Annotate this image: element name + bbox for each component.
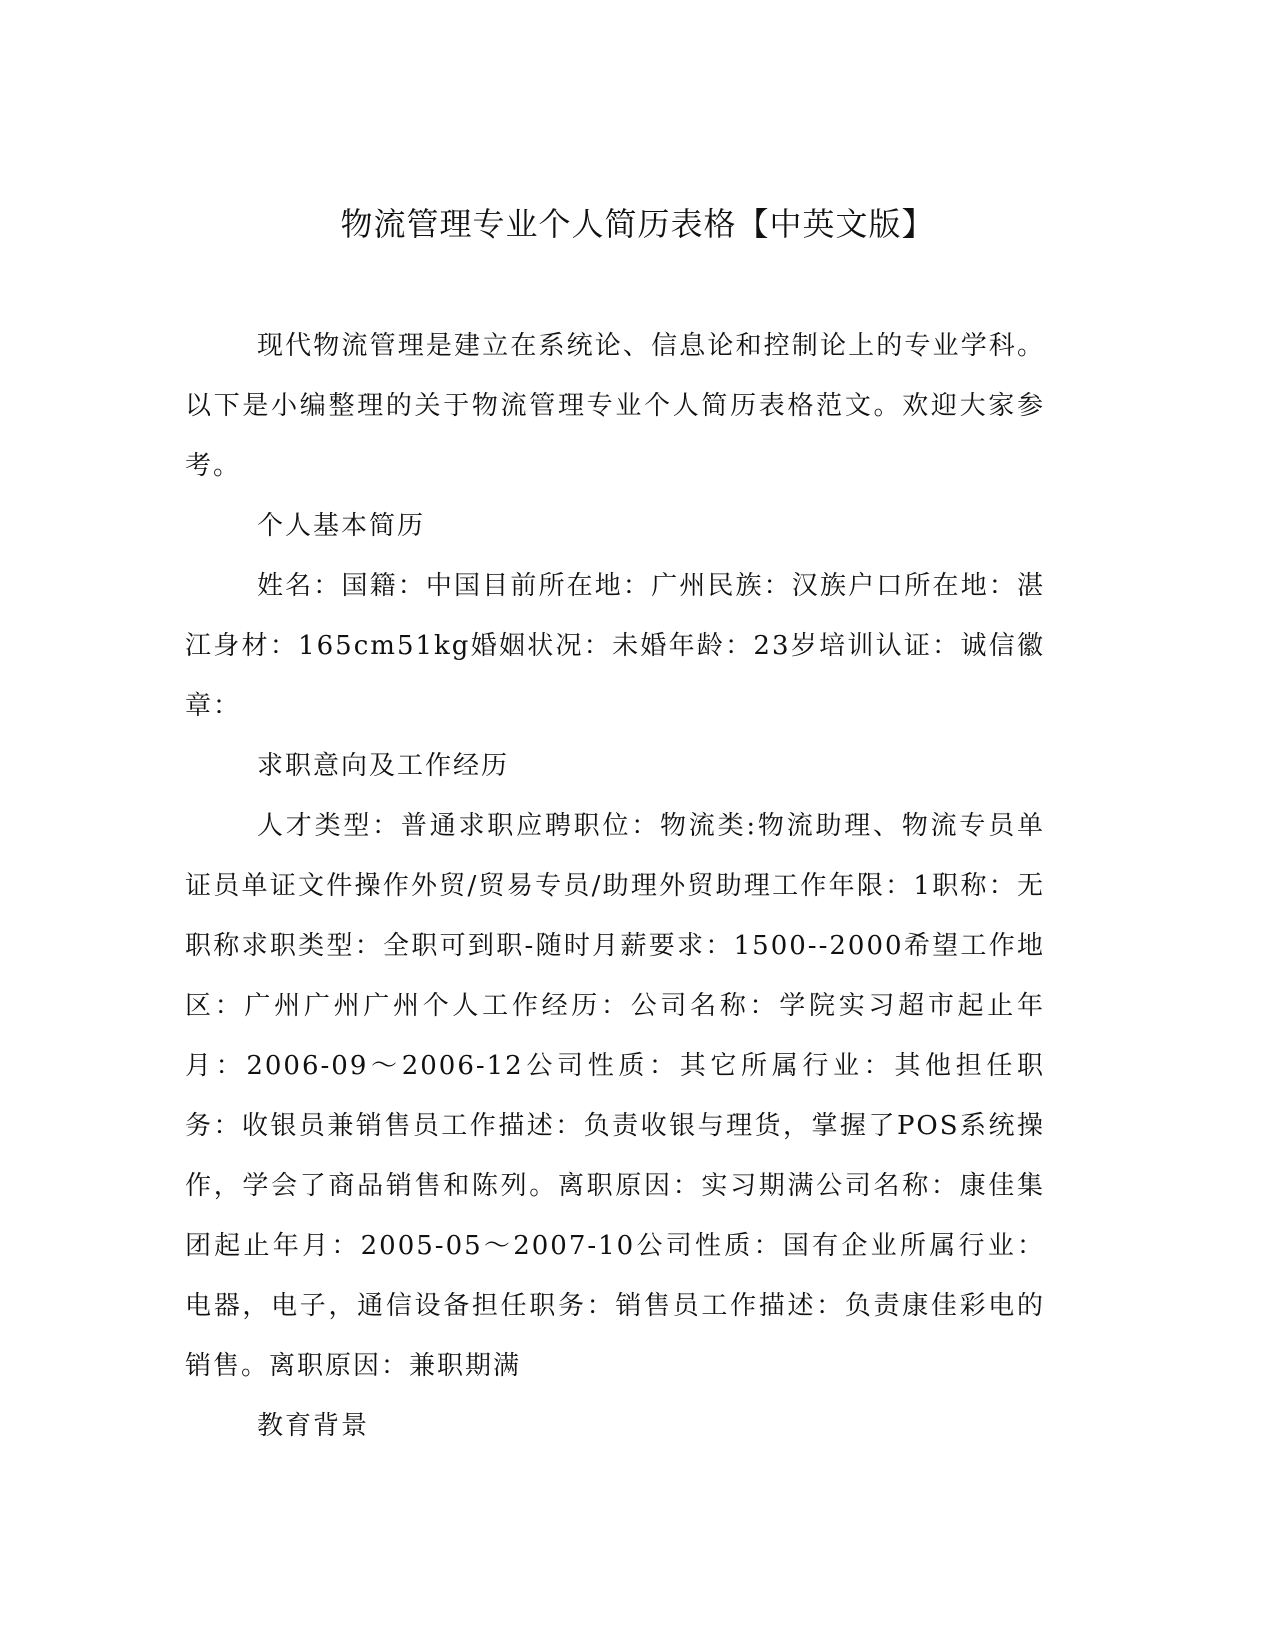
basic-info-paragraph: 姓名：国籍：中国目前所在地：广州民族：汉族户口所在地：湛江身材：165cm51kg婚姻状况：未婚年龄：23岁培训认证：诚信徽章： xyxy=(185,571,1045,721)
document-title: 物流管理专业个人简历表格【中英文版】 xyxy=(340,205,935,243)
job-experience-paragraph: 人才类型：普通求职应聘职位：物流类:物流助理、物流专员单证员单证文件操作外贸/贸易专员/助理外贸助理工作年限：1职称：无职称求职类型：全职可到职-随时月薪要求：1500--2000希望工作地区：广州广州广州个人工作经历：公司名称：学院实习超市起止年月：2006-09～2006-12公司性质：其它所属行业：其他担任职务：收银员兼销售员工作描述：负责收银与理货，掌握了POS系统操作，学会了商品销售和陈列。离职原因：实习期满公司名称：康佳集团起止年月：2005-05～2007-10公司性质：国有企业所属行业：电器，电子，通信设备担任职务：销售员工作描述：负责康佳彩电的销售。离职原因：兼职期满 xyxy=(185,811,1045,1381)
intro-paragraph: 现代物流管理是建立在系统论、信息论和控制论上的专业学科。以下是小编整理的关于物流管理专业个人简历表格范文。欢迎大家参考。 xyxy=(185,331,1045,481)
document-body xyxy=(185,316,1045,1456)
section-heading-job-experience: 求职意向及工作经历 xyxy=(257,751,510,781)
section-heading-basic-info: 个人基本简历 xyxy=(257,511,426,541)
section-heading-education: 教育背景 xyxy=(257,1411,370,1441)
